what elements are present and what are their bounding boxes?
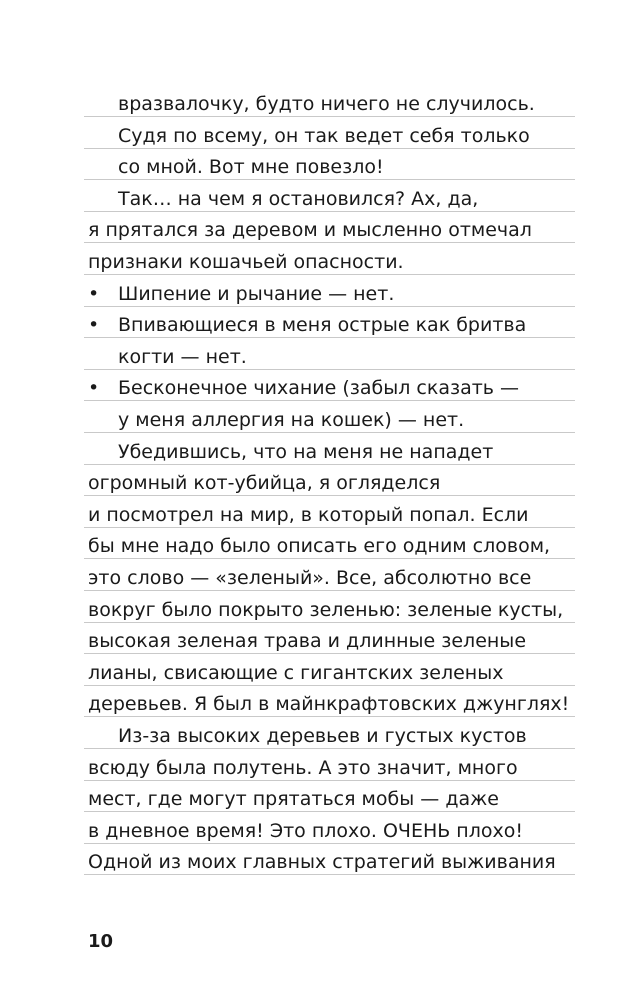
text-line: деревьев. Я был в майнкрафтовских джунглях! (88, 693, 570, 716)
bullet-item-text: Бесконечное чихание (забыл сказать — (118, 377, 520, 400)
text-line: высокая зеленая трава и длинные зеленые (88, 630, 527, 653)
text-line: всюду была полутень. А это значит, много (88, 756, 518, 779)
paragraph-first-line: Судя по всему, он так ведет себя только (118, 124, 530, 147)
text-line: лианы, свисающие с гигантских зеленых (88, 661, 504, 684)
text-line: я прятался за деревом и мысленно отмечал (88, 219, 532, 242)
bullet-icon: • (88, 314, 100, 337)
paragraph-first-line: вразвалочку, будто ничего не случилось. (118, 93, 535, 115)
bullet-list-item (88, 310, 578, 340)
bullet-item-continuation: у меня аллергия на кошек) — нет. (118, 409, 465, 431)
text-line: бы мне надо было описать его одним словом, (88, 535, 551, 558)
bullet-item-text: Впивающиеся в меня острые как бритва (118, 314, 527, 337)
text-line: огромный кот-убийца, я огляделся (88, 472, 441, 495)
bullet-item-continuation: когти — нет. (118, 345, 247, 368)
text-line: в дневное время! Это плохо. ОЧЕНЬ плохо! (88, 819, 523, 842)
paragraph-first-line: Так… на чем я остановился? Ах, да, (118, 187, 479, 210)
bullet-item-text: Шипение и рычание — нет. (118, 282, 395, 305)
text-line: признаки кошачьей опасности. (88, 251, 404, 273)
text-line: вокруг было покрыто зеленью: зеленые кусты, (88, 598, 564, 621)
text-line: и посмотрел на мир, в который попал. Если (88, 503, 529, 526)
paragraph-first-line: Убедившись, что на меня не нападет (118, 440, 494, 463)
page-number: 10 (88, 931, 114, 952)
paragraph-first-line: со мной. Вот мне повезло! (118, 156, 384, 179)
bullet-icon: • (88, 377, 100, 400)
text-line: Одной из моих главных стратегий выживания (88, 851, 556, 874)
text-line: мест, где могут прятаться мобы — даже (88, 788, 499, 811)
bullet-icon: • (88, 282, 100, 305)
bullet-list-item (88, 279, 578, 309)
bullet-list-item (88, 373, 578, 403)
paragraph-first-line: Из-за высоких деревьев и густых кустов (118, 725, 527, 747)
text-line: это слово — «зеленый». Все, абсолютно все (88, 567, 532, 589)
